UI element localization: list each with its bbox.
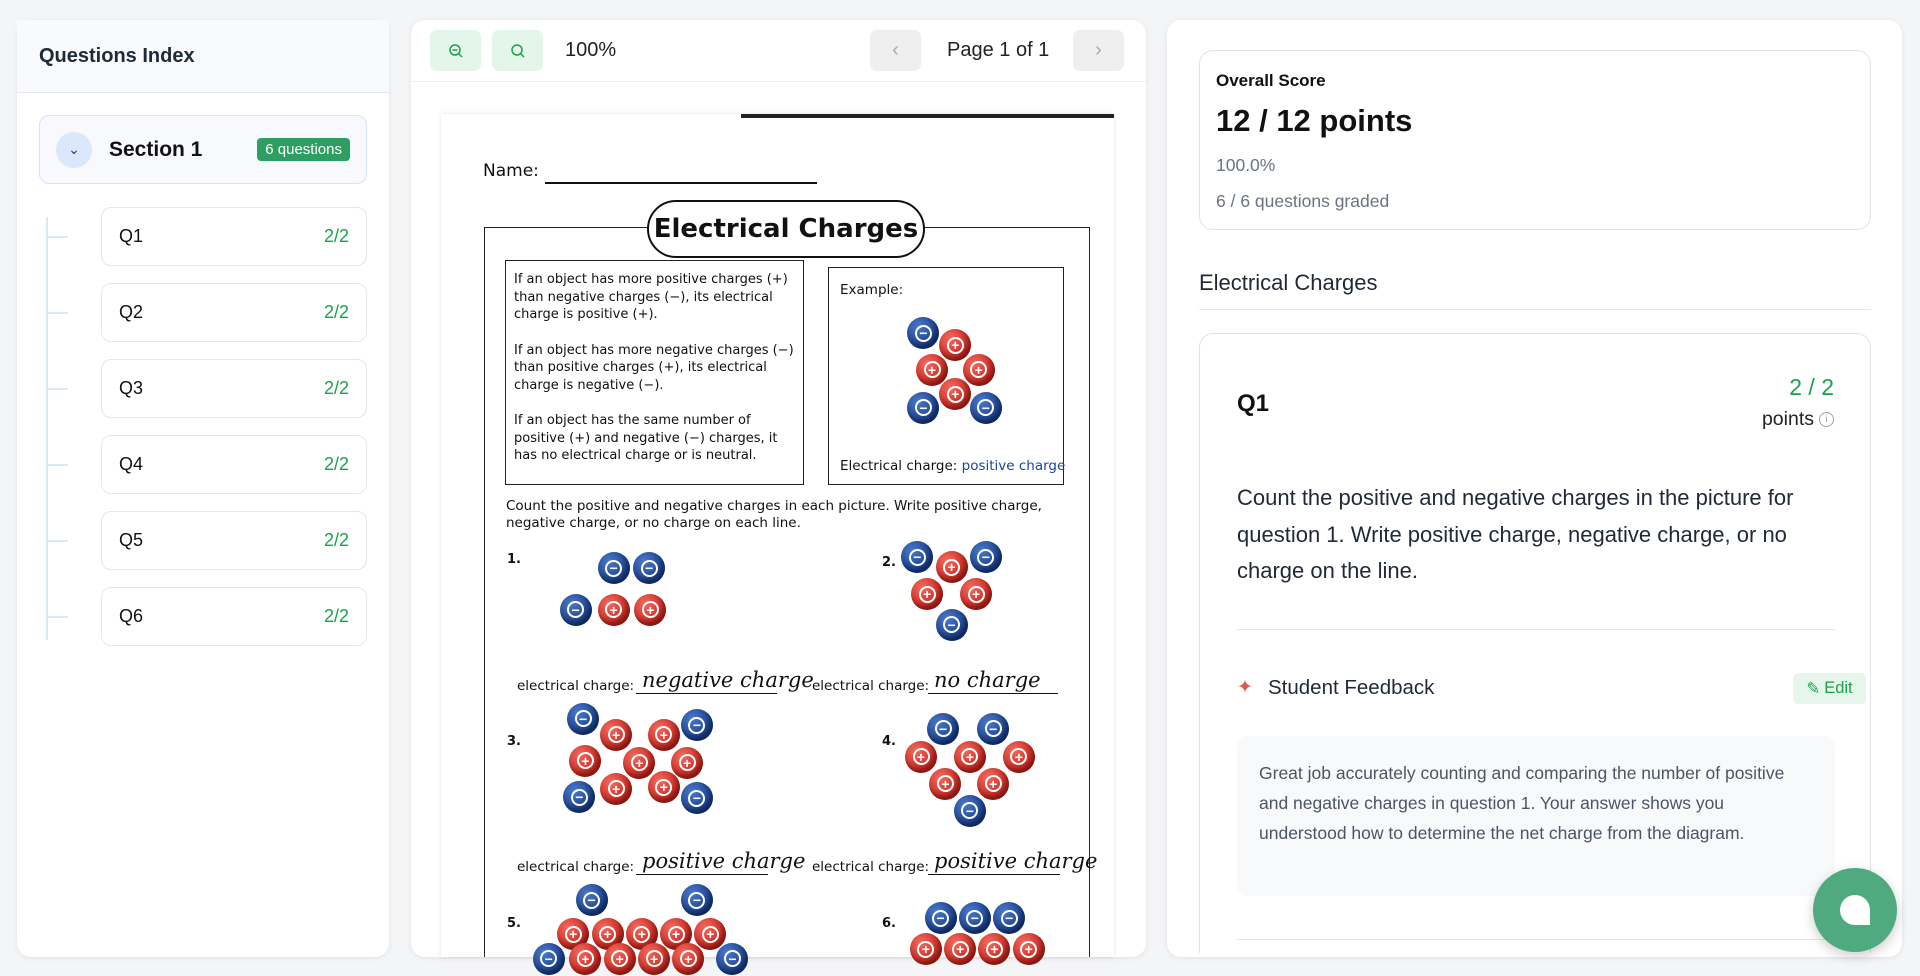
question-item-q4[interactable]	[101, 435, 367, 494]
section-title: Section 1	[109, 137, 203, 161]
question-score: 2/2	[323, 530, 349, 550]
tree-branch	[46, 236, 68, 238]
handwritten-answer: positive charge	[928, 848, 1060, 875]
question-id: Q1	[1237, 390, 1270, 417]
tree-branch	[46, 616, 68, 618]
rule-negative: If an object has more negative charges (−) than positive charges (+), its electrical charge is negative (−).	[514, 342, 794, 393]
negative-charge-icon: −	[927, 713, 959, 745]
negative-charge-icon: −	[598, 552, 630, 584]
negative-charge-icon: −	[907, 392, 939, 424]
positive-charge-icon: +	[960, 578, 992, 610]
tree-line	[46, 217, 48, 640]
handwritten-answer: positive charge	[636, 848, 768, 875]
positive-charge-icon: +	[939, 378, 971, 410]
charge-label: electrical charge:	[517, 859, 635, 875]
zoom-in-button[interactable]	[492, 30, 543, 71]
problem-number: 5.	[507, 916, 521, 931]
positive-charge-icon: +	[936, 551, 968, 583]
positive-charge-icon: +	[626, 918, 658, 950]
score-percent: 100.0%	[1216, 155, 1276, 175]
negative-charge-icon: −	[907, 317, 939, 349]
negative-charge-icon: −	[560, 594, 592, 626]
zoom-out-button[interactable]	[430, 30, 481, 71]
positive-charge-icon: +	[600, 719, 632, 751]
example-label: Example:	[840, 282, 904, 298]
scan-edge	[741, 114, 1114, 118]
positive-charge-icon: +	[569, 943, 601, 975]
positive-charge-icon: +	[978, 933, 1010, 965]
question-score: 2 / 2	[1789, 374, 1834, 400]
negative-charge-icon: −	[936, 609, 968, 641]
tree-branch	[46, 312, 68, 314]
positive-charge-icon: +	[1013, 933, 1045, 965]
rule-neutral: If an object has the same number of positive (+) and negative (−) charges, it has no electrical charge or is neutral.	[514, 413, 778, 463]
positive-charge-icon: +	[598, 594, 630, 626]
sparkle-icon: ✦	[1237, 677, 1253, 698]
example-charge-label: Electrical charge:	[840, 458, 958, 474]
charge-label: electrical charge:	[812, 859, 930, 875]
question-label: Q4	[119, 454, 144, 474]
instructions-line-1: Count the positive and negative charges in each picture. Write positive charge,	[506, 498, 1042, 514]
negative-charge-icon: −	[959, 902, 991, 934]
zoom-level: 100%	[565, 39, 617, 61]
name-line	[545, 182, 817, 184]
document-viewer	[411, 20, 1146, 967]
positive-charge-icon: +	[963, 354, 995, 386]
positive-charge-icon: +	[638, 943, 670, 975]
instructions-line-2: negative charge, or no charge on each line.	[506, 515, 801, 531]
negative-charge-icon: −	[925, 902, 957, 934]
negative-charge-icon: −	[716, 943, 748, 975]
question-score: 2/2	[323, 378, 349, 398]
handwritten-answer: no charge	[928, 667, 1058, 694]
negative-charge-icon: −	[901, 541, 933, 573]
positive-charge-icon: +	[634, 594, 666, 626]
positive-charge-icon: +	[694, 918, 726, 950]
positive-charge-icon: +	[929, 768, 961, 800]
negative-charge-icon: −	[954, 795, 986, 827]
grading-panel	[1167, 20, 1902, 957]
tree-branch	[46, 540, 68, 542]
feedback-text: Great job accurately counting and comparing the number of positive and negative charges in question 1. Your answer shows you understood how to determine the net charge from the diagram.	[1237, 736, 1835, 896]
negative-charge-icon: −	[977, 713, 1009, 745]
assignment-title: Electrical Charges	[1199, 270, 1378, 295]
negative-charge-icon: −	[970, 392, 1002, 424]
question-item-q2[interactable]	[101, 283, 367, 342]
question-score: 2/2	[323, 302, 349, 322]
problem-number: 2.	[882, 555, 896, 570]
question-item-q5[interactable]	[101, 511, 367, 570]
chevron-right-icon: ›	[1095, 39, 1102, 61]
points-label: points	[1761, 408, 1814, 430]
positive-charge-icon: +	[671, 747, 703, 779]
problem-number: 6.	[882, 916, 896, 931]
feedback-title: Student Feedback	[1268, 676, 1435, 699]
positive-charge-icon: +	[911, 578, 943, 610]
overall-score-card	[1199, 50, 1871, 230]
negative-charge-icon: −	[681, 709, 713, 741]
positive-charge-icon: +	[916, 354, 948, 386]
handwritten-answer: negative charge	[636, 667, 777, 694]
chevron-down-icon[interactable]: ⌄	[56, 132, 92, 168]
positive-charge-icon: +	[600, 773, 632, 805]
positive-charge-icon: +	[944, 933, 976, 965]
positive-charge-icon: +	[977, 768, 1009, 800]
charge-label: electrical charge:	[517, 678, 635, 694]
positive-charge-icon: +	[954, 741, 986, 773]
problem-number: 4.	[882, 734, 896, 749]
positive-charge-icon: +	[604, 943, 636, 975]
question-score: 2/2	[323, 226, 349, 246]
edit-feedback-button[interactable]	[1793, 673, 1866, 704]
tree-branch	[46, 464, 68, 466]
positive-charge-icon: +	[648, 719, 680, 751]
info-icon[interactable]: i	[1819, 412, 1834, 427]
name-label: Name:	[483, 161, 539, 181]
questions-graded: 6 / 6 questions graded	[1216, 191, 1390, 211]
worksheet-title: Electrical Charges	[647, 200, 925, 258]
rule-positive: If an object has more positive charges (+) than negative charges (−), its electrical charge is positive (+).	[514, 272, 788, 322]
panel-title: Questions Index	[17, 20, 389, 93]
negative-charge-icon: −	[970, 541, 1002, 573]
question-item-q3[interactable]	[101, 359, 367, 418]
negative-charge-icon: −	[993, 902, 1025, 934]
problem-number: 1.	[507, 552, 521, 567]
question-label: Q1	[119, 226, 144, 246]
problem-number: 3.	[507, 734, 521, 749]
chat-button[interactable]	[1813, 868, 1897, 952]
question-label: Q3	[119, 378, 144, 398]
negative-charge-icon: −	[533, 943, 565, 975]
section-1-header[interactable]	[39, 115, 367, 184]
positive-charge-icon: +	[557, 918, 589, 950]
chat-bubble-icon	[1840, 895, 1870, 925]
negative-charge-icon: −	[567, 703, 599, 735]
positive-charge-icon: +	[910, 933, 942, 965]
positive-charge-icon: +	[939, 329, 971, 361]
positive-charge-icon: +	[569, 745, 601, 777]
negative-charge-icon: −	[681, 782, 713, 814]
example-answer: positive charge	[961, 458, 1066, 474]
score-label: Overall Score	[1216, 71, 1326, 90]
prev-page-button[interactable]	[870, 30, 921, 71]
question-score: 2/2	[323, 454, 349, 474]
question-score: 2/2	[323, 606, 349, 626]
worksheet-page	[441, 114, 1114, 967]
charge-label: electrical charge:	[812, 678, 930, 694]
question-text: Count the positive and negative charges in the picture for question 1. Write positive charge, negative charge, or no charge on the line.	[1237, 485, 1794, 583]
positive-charge-icon: +	[1003, 741, 1035, 773]
positive-charge-icon: +	[660, 918, 692, 950]
score-points: 12 / 12 points	[1216, 103, 1413, 138]
divider	[1237, 939, 1835, 940]
question-label: Q5	[119, 530, 144, 550]
positive-charge-icon: +	[905, 741, 937, 773]
question-item-q6[interactable]	[101, 587, 367, 646]
search-icon	[510, 43, 526, 59]
divider	[1199, 309, 1871, 310]
negative-charge-icon: −	[576, 884, 608, 916]
edit-label: Edit	[1824, 679, 1853, 697]
question-label: Q2	[119, 302, 144, 322]
page-indicator: Page 1 of 1	[947, 39, 1050, 61]
negative-charge-icon: −	[563, 781, 595, 813]
question-card	[1199, 333, 1871, 953]
viewer-toolbar	[411, 20, 1146, 82]
pencil-icon: ✎	[1806, 679, 1821, 698]
next-page-button[interactable]	[1073, 30, 1124, 71]
negative-charge-icon: −	[633, 552, 665, 584]
rules-box	[505, 260, 804, 485]
divider	[1237, 629, 1835, 630]
positive-charge-icon: +	[623, 747, 655, 779]
positive-charge-icon: +	[592, 918, 624, 950]
tree-branch	[46, 388, 68, 390]
positive-charge-icon: +	[672, 943, 704, 975]
positive-charge-icon: +	[648, 771, 680, 803]
questions-index-panel	[17, 20, 389, 957]
question-label: Q6	[119, 606, 144, 626]
chevron-left-icon: ‹	[892, 39, 899, 61]
zoom-out-icon	[448, 43, 464, 59]
question-count-badge: 6 questions	[257, 138, 350, 161]
question-item-q1[interactable]	[101, 207, 367, 266]
negative-charge-icon: −	[681, 884, 713, 916]
